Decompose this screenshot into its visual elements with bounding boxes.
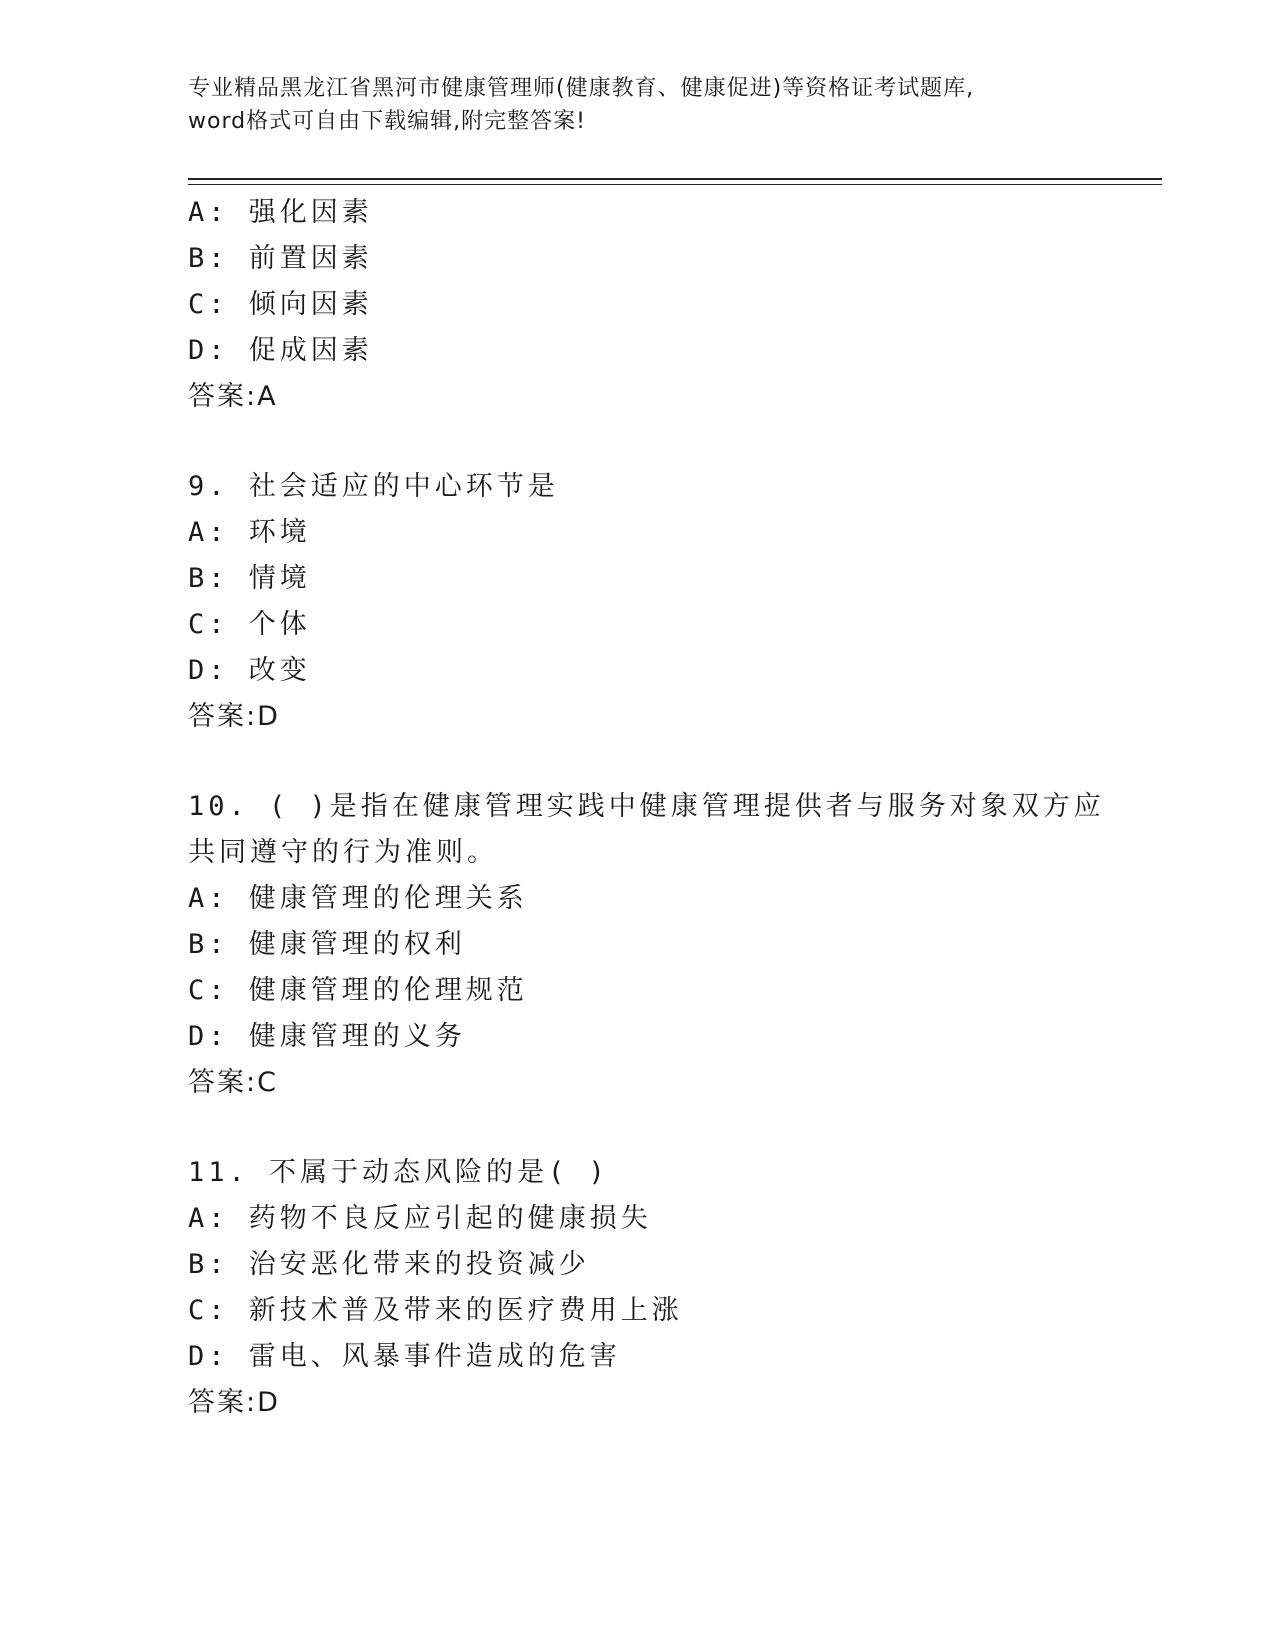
header-line-2: word格式可自由下载编辑,附完整答案! <box>188 109 586 134</box>
question-11 <box>188 1150 1162 1426</box>
answer: 答案:D <box>188 1387 280 1418</box>
option-d: D: 促成因素 <box>188 335 373 366</box>
question-8 <box>188 190 1162 420</box>
header-line-1: 专业精品黑龙江省黑河市健康管理师(健康教育、健康促进)等资格证考试题库, <box>188 76 975 101</box>
document-header <box>188 72 1148 138</box>
option-c: C: 个体 <box>188 609 311 640</box>
option-b: B: 情境 <box>188 563 311 594</box>
option-b: B: 治安恶化带来的投资减少 <box>188 1249 590 1280</box>
option-a: A: 药物不良反应引起的健康损失 <box>188 1203 652 1234</box>
option-a: A: 环境 <box>188 517 311 548</box>
option-c: C: 新技术普及带来的医疗费用上涨 <box>188 1295 683 1326</box>
header-divider-thick <box>188 178 1162 180</box>
question-10 <box>188 784 1162 1106</box>
option-d: D: 雷电、风暴事件造成的危害 <box>188 1341 621 1372</box>
option-c: C: 健康管理的伦理规范 <box>188 975 528 1006</box>
option-b: B: 前置因素 <box>188 243 373 274</box>
answer: 答案:C <box>188 1067 278 1098</box>
question-stem: 11. 不属于动态风险的是( ) <box>188 1157 609 1188</box>
question-stem-line-1: 10. ( )是指在健康管理实践中健康管理提供者与服务对象双方应 <box>188 791 1105 822</box>
option-a: A: 强化因素 <box>188 197 373 228</box>
header-divider-thin <box>188 184 1162 185</box>
answer: 答案:D <box>188 701 280 732</box>
option-d: D: 健康管理的义务 <box>188 1021 466 1052</box>
question-list <box>188 190 1162 1426</box>
option-b: B: 健康管理的权利 <box>188 929 466 960</box>
answer: 答案:A <box>188 381 278 412</box>
option-a: A: 健康管理的伦理关系 <box>188 883 528 914</box>
option-c: C: 倾向因素 <box>188 289 373 320</box>
question-stem-line-2: 共同遵守的行为准则。 <box>188 837 498 868</box>
question-9 <box>188 464 1162 740</box>
question-stem: 9. 社会适应的中心环节是 <box>188 471 559 502</box>
option-d: D: 改变 <box>188 655 311 686</box>
